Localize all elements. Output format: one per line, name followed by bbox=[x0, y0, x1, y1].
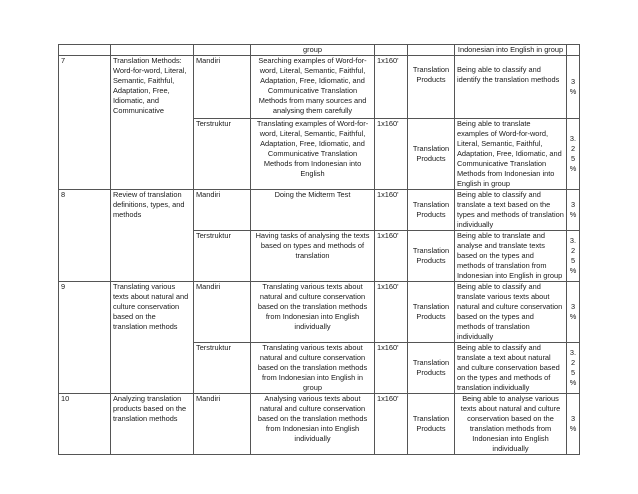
cell-type: Mandiri bbox=[194, 190, 251, 231]
cell-outcome: Being able to translate examples of Word-for-word, Literal, Semantic, Faithful, Adaptation, Free, Idiomatic, and Communicative Translation Methods from Indonesian into English in group bbox=[455, 119, 567, 190]
cell-type bbox=[194, 45, 251, 56]
table-row bbox=[59, 394, 580, 455]
cell-outcome: Being able to classify and translate a text based on the types and methods of translation individually bbox=[455, 190, 567, 231]
cell-no: 10 bbox=[59, 394, 111, 455]
cell-weight: 3.25% bbox=[567, 343, 580, 394]
cell-type: Mandiri bbox=[194, 282, 251, 343]
cell-no bbox=[59, 45, 111, 56]
table-row bbox=[59, 282, 580, 343]
cell-time: 1x160' bbox=[375, 119, 408, 190]
cell-product: Translation Products bbox=[408, 119, 455, 190]
cell-activity: Doing the Midterm Test bbox=[251, 190, 375, 231]
cell-product bbox=[408, 45, 455, 56]
cell-outcome: Being able to analyse various texts about natural and culture conservation based on the translation methods from Indonesian into English individually bbox=[455, 394, 567, 455]
cell-outcome: Being able to classify and translate a text about natural and culture conservation based on the types and methods of translation individually bbox=[455, 343, 567, 394]
cell-outcome: Being able to classify and identify the translation methods bbox=[455, 56, 567, 119]
cell-topic: Translation Methods: Word-for-word, Literal, Semantic, Faithful, Adaptation, Free, Idiomatic, and Communicative bbox=[111, 56, 194, 190]
cell-product: Translation Products bbox=[408, 282, 455, 343]
cell-activity: Having tasks of analysing the texts based on types and methods of translation bbox=[251, 231, 375, 282]
cell-no: 9 bbox=[59, 282, 111, 394]
cell-activity: Translating examples of Word-for-word, Literal, Semantic, Faithful, Adaptation, Free, Idiomatic, and Communicative Translation Methods from Indonesian into English bbox=[251, 119, 375, 190]
cell-type: Terstruktur bbox=[194, 119, 251, 190]
cell-weight bbox=[567, 45, 580, 56]
cell-activity: Analysing various texts about natural and culture conservation based on the translation methods from Indonesian into English individually bbox=[251, 394, 375, 455]
table-row bbox=[59, 190, 580, 231]
cell-topic bbox=[111, 45, 194, 56]
cell-weight: 3% bbox=[567, 282, 580, 343]
cell-weight: 3% bbox=[567, 190, 580, 231]
cell-type: Mandiri bbox=[194, 56, 251, 119]
cell-product: Translation Products bbox=[408, 190, 455, 231]
cell-type: Terstruktur bbox=[194, 343, 251, 394]
cell-outcome: Indonesian into English in group bbox=[455, 45, 567, 56]
cell-weight: 3% bbox=[567, 56, 580, 119]
table-row bbox=[59, 45, 580, 56]
cell-time bbox=[375, 45, 408, 56]
cell-type: Mandiri bbox=[194, 394, 251, 455]
cell-time: 1x160' bbox=[375, 190, 408, 231]
cell-time: 1x160' bbox=[375, 282, 408, 343]
cell-topic: Translating various texts about natural and culture conservation based on the translation methods bbox=[111, 282, 194, 394]
cell-topic: Review of translation definitions, types, and methods bbox=[111, 190, 194, 282]
cell-time: 1x160' bbox=[375, 343, 408, 394]
cell-product: Translation Products bbox=[408, 343, 455, 394]
cell-time: 1x160' bbox=[375, 231, 408, 282]
cell-weight: 3% bbox=[567, 394, 580, 455]
table-row bbox=[59, 56, 580, 119]
cell-product: Translation Products bbox=[408, 56, 455, 119]
cell-type: Terstruktur bbox=[194, 231, 251, 282]
syllabus-table bbox=[58, 44, 580, 455]
cell-no: 8 bbox=[59, 190, 111, 282]
cell-weight: 3.25% bbox=[567, 119, 580, 190]
cell-no: 7 bbox=[59, 56, 111, 190]
cell-activity: group bbox=[251, 45, 375, 56]
cell-outcome: Being able to translate and analyse and translate texts based on the types and methods of translation from Indonesian into English in group bbox=[455, 231, 567, 282]
cell-weight: 3.25% bbox=[567, 231, 580, 282]
cell-activity: Translating various texts about natural and culture conservation based on the translation methods from Indonesian into English in group bbox=[251, 343, 375, 394]
cell-time: 1x160' bbox=[375, 394, 408, 455]
cell-activity: Translating various texts about natural and culture conservation based on the translation methods from Indonesian into English individually bbox=[251, 282, 375, 343]
cell-outcome: Being able to classify and translate various texts about natural and culture conservation based on the types and methods of translation individually bbox=[455, 282, 567, 343]
cell-activity: Searching examples of Word-for-word, Literal, Semantic, Faithful, Adaptation, Free, Idiomatic, and Communicative Translation Methods from many sources and analysing them carefully bbox=[251, 56, 375, 119]
cell-topic: Analyzing translation products based on the translation methods bbox=[111, 394, 194, 455]
cell-time: 1x160' bbox=[375, 56, 408, 119]
cell-product: Translation Products bbox=[408, 394, 455, 455]
cell-product: Translation Products bbox=[408, 231, 455, 282]
